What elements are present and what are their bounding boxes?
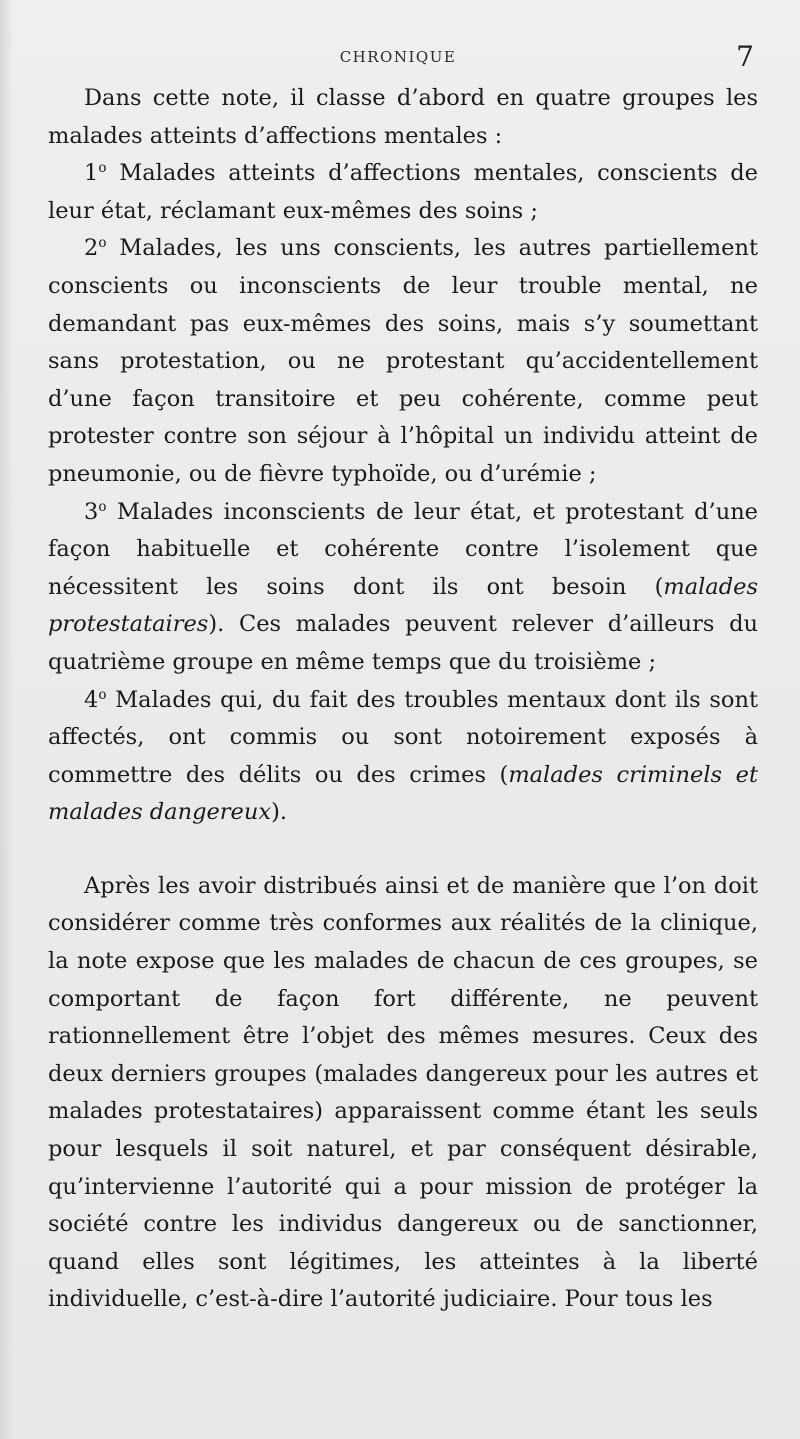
body-text xyxy=(48,80,758,1319)
ordinal-mark: o xyxy=(98,498,107,515)
ordinal-mark: o xyxy=(98,160,107,177)
ordinal-mark: o xyxy=(98,235,107,252)
group-italic-term: malades criminels et malades dangereux xyxy=(48,761,759,826)
group-text: Malades atteints d’affections mentales, conscients de leur état, réclamant eux-mêmes des soins ; xyxy=(48,160,758,224)
ordinal-mark: o xyxy=(98,686,107,703)
page-header xyxy=(48,40,754,74)
group-number: 4 xyxy=(84,686,99,713)
page-number: 7 xyxy=(736,40,754,73)
running-head: CHRONIQUE xyxy=(339,48,457,66)
group-number: 3 xyxy=(84,498,99,525)
paragraph-intro: Dans cette note, il classe d’abord en quatre groupes les malades atteints d’affections mentales : xyxy=(48,85,758,149)
group-text: Malades inconscients de leur état, et protestant d’une façon habituelle et cohérente contre l’isolement que nécessitent les soins dont ils ont besoin ( xyxy=(48,498,758,600)
paragraph-group-4 xyxy=(48,682,758,832)
group-number: 1 xyxy=(84,160,99,187)
paragraph-gap xyxy=(48,832,758,868)
paragraph-group-3 xyxy=(48,494,758,682)
group-text: Malades qui, du fait des troubles mentaux dont ils sont affectés, ont commis ou sont notoirement exposés à commettre des délits ou des crimes ( xyxy=(48,686,758,788)
group-text-tail: ). Ces malades peuvent relever d’ailleurs du quatrième groupe en même temps que du troisième ; xyxy=(48,611,758,675)
group-number: 2 xyxy=(84,235,99,262)
paragraph-group-2 xyxy=(48,230,758,493)
group-text-tail: ). xyxy=(271,799,287,826)
group-italic-term: malades protestataires xyxy=(48,573,758,638)
group-text: Malades, les uns conscients, les autres partiellement conscients ou inconscients de leur trouble mental, ne demandant pas eux-mêmes des soins, mais s’y soumettant sans protestation, ou ne protestant qu’accidentellement d’une façon transitoire et peu cohérente, comme peut protester contre son séjour à l’hôpital un individu atteint de pneumonie, ou de fièvre typhoïde, ou d’urémie ; xyxy=(48,235,758,487)
paragraph-group-1 xyxy=(48,155,758,230)
paragraph-discussion: Après les avoir distribués ainsi et de manière que l’on doit considérer comme très conformes aux réalités de la clinique, la note expose que les malades de chacun de ces groupes, se comportant de façon fort différente, ne peuvent rationnellement être l’objet des mêmes mesures. Ceux des deux derniers groupes (malades dangereux pour les autres et malades protestataires) apparaissent comme étant les seuls pour lesquels il soit naturel, et par conséquent désirable, qu’intervienne l’autorité qui a pour mission de protéger la société contre les individus dangereux ou de sanctionner, quand elles sont légitimes, les atteintes à la liberté individuelle, c’est-à-dire l’autorité judiciaire. Pour tous les xyxy=(48,872,758,1313)
